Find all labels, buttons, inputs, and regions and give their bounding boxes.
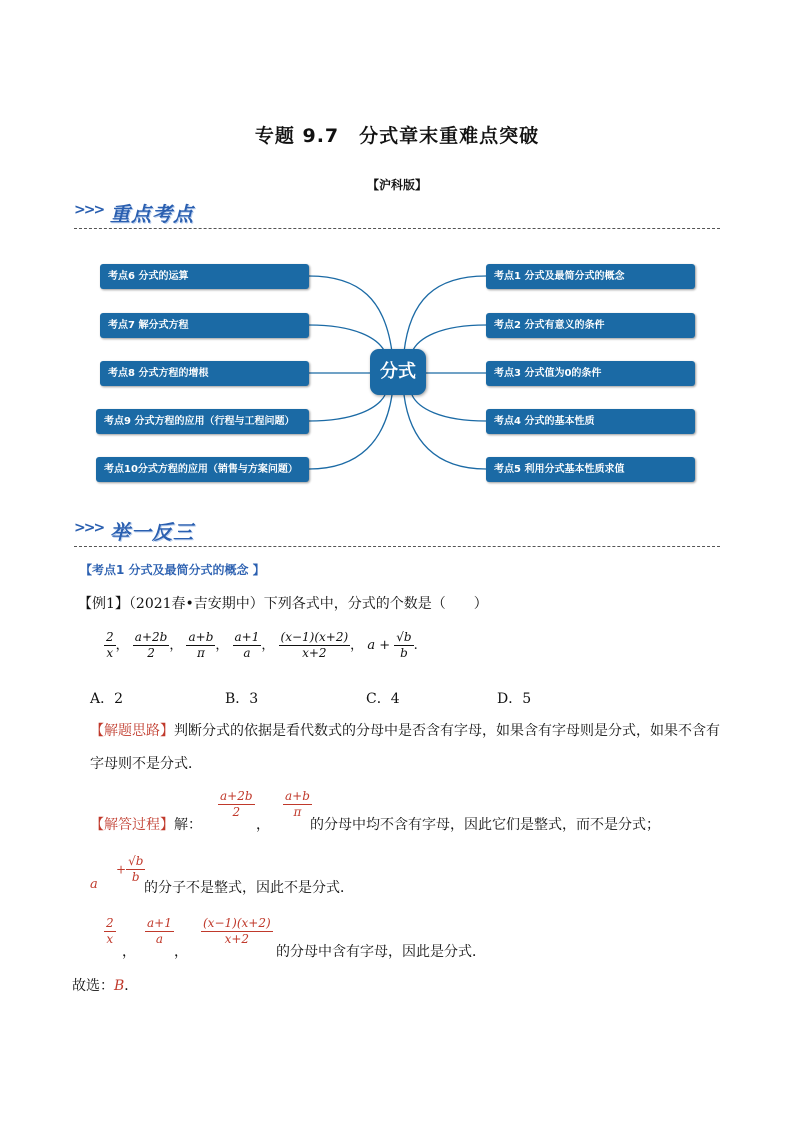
mindmap-item-kp5: 考点5 利用分式基本性质求值 (486, 457, 695, 482)
option-c: C．4 (366, 691, 400, 707)
solution-process-line-1: 的分母中均不含有字母，因此它们是整式，而不是分式； (310, 817, 660, 833)
edition-label: 【沪科版】 (366, 178, 427, 192)
expression-list (104, 630, 418, 670)
mindmap-connectors (0, 0, 794, 520)
separator: . (413, 638, 418, 653)
separator: ， (215, 638, 229, 653)
option-b: B．3 (225, 691, 259, 707)
expr-a-plus: a + (367, 638, 391, 653)
option-a: A．2 (90, 691, 124, 707)
section-heading-text: 重点考点 (110, 202, 194, 226)
separator: ， (350, 638, 364, 653)
process-fraction-plus-sqrtb-over-b: + $\frac{√b}{b}$ (116, 854, 144, 884)
mindmap-item-kp7: 考点7 解分式方程 (100, 313, 309, 338)
mindmap-item-kp2: 考点2 分式有意义的条件 (486, 313, 695, 338)
key-point-heading: 【考点1 分式及最简分式的概念 】 (80, 563, 265, 577)
mindmap-item-kp1: 考点1 分式及最简分式的概念 (486, 264, 695, 289)
arrows-icon: >>> (74, 202, 104, 218)
mindmap-item-kp10: 考点10分式方程的应用（销售与方案问题） (96, 457, 309, 482)
process-fraction-a1-over-a: $\frac{a+1}{a}$ (147, 916, 172, 946)
fraction-sqrtb-over-b: $\frac{√b}{b}$ (396, 630, 412, 660)
arrows-icon: >>> (74, 520, 104, 536)
solution-process-label: 【解答过程】 (90, 817, 174, 833)
mindmap-center-node: 分式 (370, 349, 426, 395)
separator: ， (261, 638, 275, 653)
fraction-a2b-over-2: $\frac{a+2b}{2}$ (134, 630, 168, 660)
solution-process-line-2: 的分子不是整式，因此不是分式． (144, 880, 354, 896)
solution-idea-text: 判断分式的依据是看代数式的分母中是否含有字母，如果含有字母则是分式，如果不含有 (174, 723, 720, 739)
mindmap-item-kp4: 考点4 分式的基本性质 (486, 409, 695, 434)
solution-process-prefix: 解： (174, 817, 202, 833)
process-fraction-ab-over-pi: $\frac{a+b}{\pi}$ (285, 789, 310, 819)
example-label: 【例1】 (78, 596, 129, 612)
mindmap-item-kp6: 考点6 分式的运算 (100, 264, 309, 289)
process-fraction-a2b-over-2: $\frac{a+2b}{2}$ (220, 789, 253, 819)
fraction-2-over-x: $\frac{2}{x}$ (106, 630, 114, 660)
process-fraction-2-over-x: $\frac{2}{x}$ (106, 916, 114, 946)
example-source: （2021春•吉安期中）下列各式中，分式的个数是（ ） (128, 596, 488, 612)
solution-idea-label: 【解题思路】 (90, 723, 174, 739)
separator: ， (174, 944, 188, 960)
answer-prefix: 故选： (72, 978, 114, 994)
example-line (78, 593, 488, 613)
answer-suffix: ． (124, 978, 139, 994)
fraction-product-over-x2: $\frac{(x-1)(x+2)}{x+2}$ (280, 630, 349, 660)
option-d: D．5 (497, 691, 532, 707)
separator: ， (256, 817, 270, 833)
answer-value: B (114, 978, 125, 994)
fraction-a1-over-a: $\frac{a+1}{a}$ (234, 630, 260, 660)
dashed-divider (74, 546, 720, 547)
separator: ， (122, 944, 136, 960)
solution-idea-line-1 (90, 720, 720, 740)
solution-process-label-line (90, 814, 202, 834)
answer-line (72, 975, 138, 995)
solution-process-line-3: 的分母中含有字母，因此是分式． (276, 944, 486, 960)
solution-idea-line-2: 字母则不是分式． (90, 756, 202, 772)
process-fraction-product-over-x2: $\frac{(x-1)(x+2)}{x+2}$ (203, 916, 271, 946)
fraction-ab-over-pi: $\frac{a+b}{\pi}$ (188, 630, 214, 660)
section-heading-practice (74, 516, 724, 546)
page-title: 专题 9.7 分式章末重难点突破 (254, 125, 540, 147)
mindmap-item-kp3: 考点3 分式值为0的条件 (486, 361, 695, 386)
separator: ， (169, 638, 183, 653)
process-expr-a: a (90, 877, 98, 892)
separator: ， (115, 638, 129, 653)
section-heading-text: 举一反三 (110, 520, 194, 544)
mindmap-item-kp8: 考点8 分式方程的增根 (100, 361, 309, 386)
mindmap-item-kp9: 考点9 分式方程的应用（行程与工程问题） (96, 409, 309, 434)
